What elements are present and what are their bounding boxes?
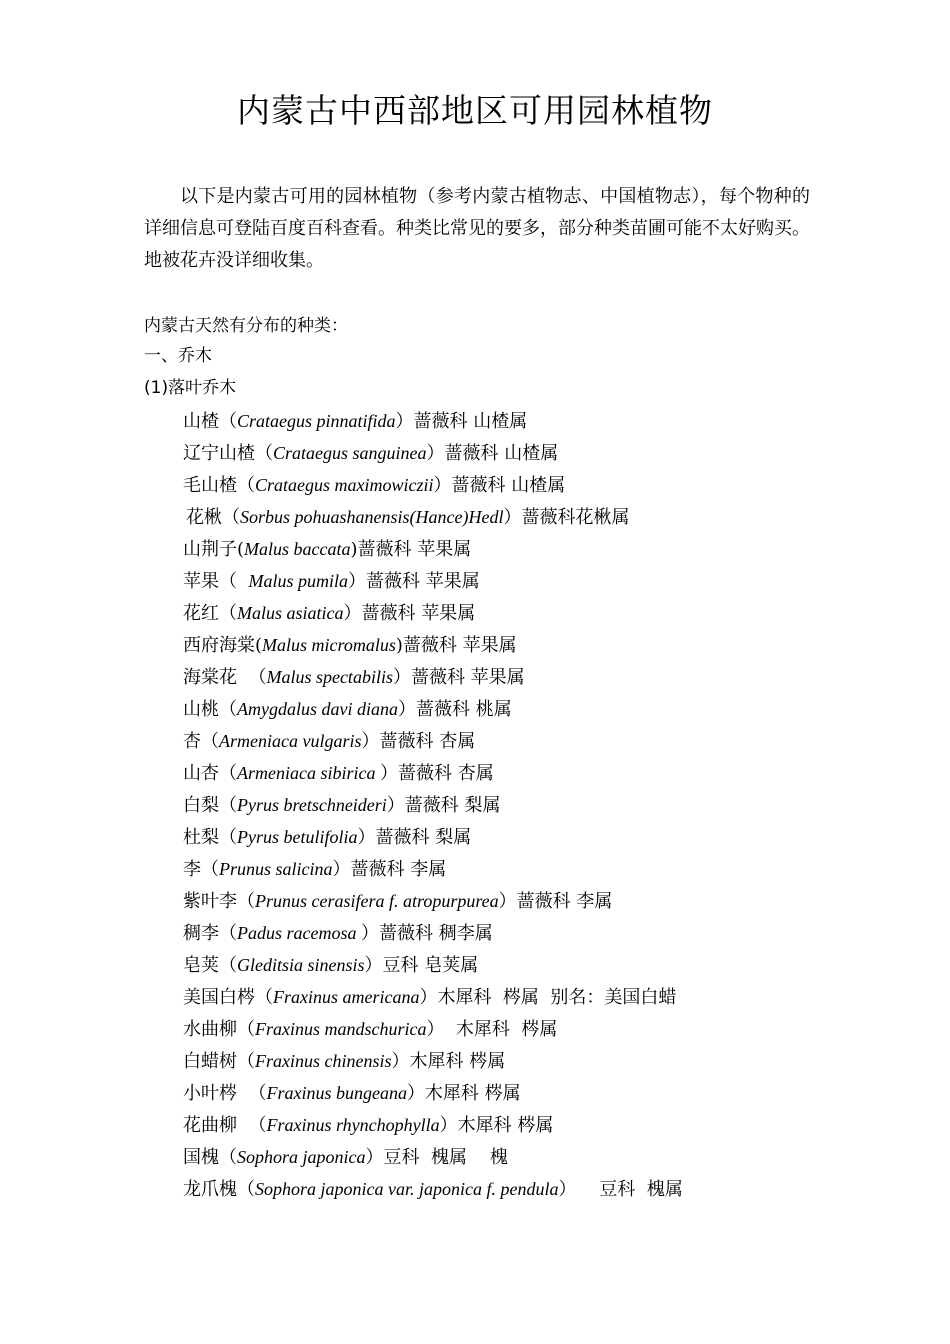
plant-latin-name: Sophora japonica var. japonica f. pendula xyxy=(255,1179,559,1199)
plant-chinese-name: 花楸（ xyxy=(186,507,240,528)
plant-row xyxy=(183,1141,683,1173)
plant-latin-name: Sophora japonica xyxy=(237,1147,366,1167)
plant-row xyxy=(183,757,683,789)
plant-row xyxy=(183,533,683,565)
plant-family-genus: ）蔷薇科 李属 xyxy=(332,859,447,880)
plant-latin-name: Malus micromalus xyxy=(262,635,396,655)
plant-chinese-name: 海棠花 （ xyxy=(183,667,267,688)
plant-latin-name: Malus pumila xyxy=(248,571,348,591)
plant-latin-name: Armeniaca sibirica xyxy=(237,763,380,783)
section-heading-natural-species: 内蒙古天然有分布的种类： xyxy=(144,316,348,336)
plant-family-genus: ）蔷薇科 稠李属 xyxy=(361,923,493,944)
plant-family-genus: ）蔷薇科 梨属 xyxy=(386,795,501,816)
plant-family-genus: ）蔷薇科 山楂属 xyxy=(433,475,566,496)
plant-family-genus: ）木犀科 梣属 xyxy=(391,1051,506,1072)
plant-row xyxy=(183,629,683,661)
plant-chinese-name: 山桃（ xyxy=(183,699,237,720)
plant-row xyxy=(183,917,683,949)
plant-latin-name: Amygdalus davi diana xyxy=(237,699,398,719)
section-heading-trees: 一、乔木 xyxy=(144,346,212,366)
intro-paragraph: 以下是内蒙古可用的园林植物（参考内蒙古植物志、中国植物志），每个物种的详细信息可登陆百度百科查看。种类比常见的要多，部分种类苗圃可能不太好购买。地被花卉没详细收集。 xyxy=(144,186,810,271)
plant-list xyxy=(183,405,683,1205)
plant-latin-name: Gleditsia sinensis xyxy=(237,955,365,975)
plant-row xyxy=(183,1077,683,1109)
plant-row xyxy=(183,789,683,821)
plant-row xyxy=(183,501,683,533)
plant-chinese-name: 李（ xyxy=(183,859,219,880)
plant-latin-name: Prunus cerasifera f. atropurpurea xyxy=(255,891,499,911)
plant-family-genus: ）木犀科 梣属 xyxy=(406,1083,521,1104)
plant-family-genus: ）蔷薇科 李属 xyxy=(498,891,613,912)
plant-latin-name: Crataegus pinnatifida xyxy=(237,411,396,431)
plant-family-genus: ）蔷薇科 桃属 xyxy=(397,699,512,720)
plant-family-genus: )蔷薇科 苹果属 xyxy=(395,635,517,656)
plant-chinese-name: 山楂（ xyxy=(183,411,237,432)
plant-latin-name: Fraxinus bungeana xyxy=(266,1083,407,1103)
plant-latin-name: Prunus salicina xyxy=(219,859,333,879)
plant-latin-name: Crataegus sanguinea xyxy=(273,443,427,463)
plant-family-genus: ）蔷薇科 苹果属 xyxy=(347,571,480,592)
plant-latin-name: Pyrus bretschneideri xyxy=(237,795,387,815)
plant-row xyxy=(183,885,683,917)
plant-row xyxy=(183,661,683,693)
plant-latin-name: Fraxinus rhynchophylla xyxy=(266,1115,440,1135)
plant-chinese-name: 稠李（ xyxy=(183,923,237,944)
plant-chinese-name: 杏（ xyxy=(183,731,219,752)
plant-chinese-name: 辽宁山楂（ xyxy=(183,443,273,464)
section-heading-deciduous-trees: (1)落叶乔木 xyxy=(144,378,237,398)
plant-family-genus: ）豆科 皂荚属 xyxy=(364,955,479,976)
plant-latin-name: Malus spectabilis xyxy=(266,667,393,687)
plant-chinese-name: 国槐（ xyxy=(183,1147,237,1168)
plant-row xyxy=(183,981,683,1013)
plant-chinese-name: 皂荚（ xyxy=(183,955,237,976)
plant-chinese-name: 白梨（ xyxy=(183,795,237,816)
plant-row xyxy=(183,597,683,629)
plant-family-genus: ）蔷薇科 山楂属 xyxy=(426,443,559,464)
plant-chinese-name: 花曲柳 （ xyxy=(183,1115,267,1136)
plant-chinese-name: 美国白梣（ xyxy=(183,987,273,1008)
plant-family-genus: ）蔷薇科 杏属 xyxy=(361,731,476,752)
plant-row xyxy=(183,469,683,501)
plant-row xyxy=(183,949,683,981)
plant-latin-name: Fraxinus americana xyxy=(273,987,420,1007)
plant-row xyxy=(183,1013,683,1045)
plant-family-genus: ）蔷薇科 苹果属 xyxy=(343,603,476,624)
plant-family-genus: ） 豆科 槐属 xyxy=(558,1179,683,1200)
plant-family-genus: ）蔷薇科 苹果属 xyxy=(392,667,525,688)
plant-latin-name: Padus racemosa xyxy=(237,923,361,943)
plant-latin-name: Pyrus betulifolia xyxy=(237,827,358,847)
plant-row xyxy=(183,853,683,885)
plant-chinese-name: 山杏（ xyxy=(183,763,237,784)
plant-family-genus: ）豆科 槐属 槐 xyxy=(365,1147,508,1168)
plant-family-genus: ）蔷薇科 梨属 xyxy=(357,827,472,848)
plant-row xyxy=(183,821,683,853)
plant-family-genus: ）蔷薇科 山楂属 xyxy=(395,411,528,432)
plant-chinese-name: 白蜡树（ xyxy=(183,1051,255,1072)
plant-chinese-name: 小叶梣 （ xyxy=(183,1083,267,1104)
plant-row xyxy=(183,1109,683,1141)
plant-row xyxy=(183,1173,683,1205)
plant-latin-name: Sorbus pohuashanensis(Hance)Hedl xyxy=(240,507,504,527)
plant-chinese-name: 水曲柳（ xyxy=(183,1019,255,1040)
plant-latin-name: Fraxinus chinensis xyxy=(255,1051,392,1071)
page-title: 内蒙古中西部地区可用园林植物 xyxy=(237,91,713,130)
plant-family-genus: ）蔷薇科花楸属 xyxy=(503,507,630,528)
plant-row xyxy=(183,405,683,437)
plant-family-genus: ）蔷薇科 杏属 xyxy=(379,763,494,784)
plant-row xyxy=(183,437,683,469)
plant-family-genus: ） 木犀科 梣属 xyxy=(426,1019,558,1040)
plant-latin-name: Fraxinus mandschurica xyxy=(255,1019,427,1039)
plant-chinese-name: 西府海棠( xyxy=(183,635,263,656)
plant-chinese-name: 花红（ xyxy=(183,603,237,624)
plant-chinese-name: 龙爪槐（ xyxy=(183,1179,255,1200)
plant-latin-name: Malus asiatica xyxy=(237,603,344,623)
plant-latin-name: Malus baccata xyxy=(244,539,351,559)
plant-row xyxy=(183,565,683,597)
plant-family-genus: ）木犀科 梣属 别名：美国白蜡 xyxy=(419,987,677,1008)
plant-chinese-name: 毛山楂（ xyxy=(183,475,255,496)
plant-latin-name: Armeniaca vulgaris xyxy=(219,731,362,751)
plant-row xyxy=(183,725,683,757)
plant-chinese-name: 紫叶李（ xyxy=(183,891,255,912)
plant-chinese-name: 苹果（ xyxy=(183,571,249,592)
plant-row xyxy=(183,693,683,725)
plant-latin-name: Crataegus maximowiczii xyxy=(255,475,434,495)
plant-chinese-name: 杜梨（ xyxy=(183,827,237,848)
plant-family-genus: ）木犀科 梣属 xyxy=(439,1115,554,1136)
plant-family-genus: )蔷薇科 苹果属 xyxy=(350,539,472,560)
plant-chinese-name: 山荆子( xyxy=(183,539,245,560)
plant-row xyxy=(183,1045,683,1077)
